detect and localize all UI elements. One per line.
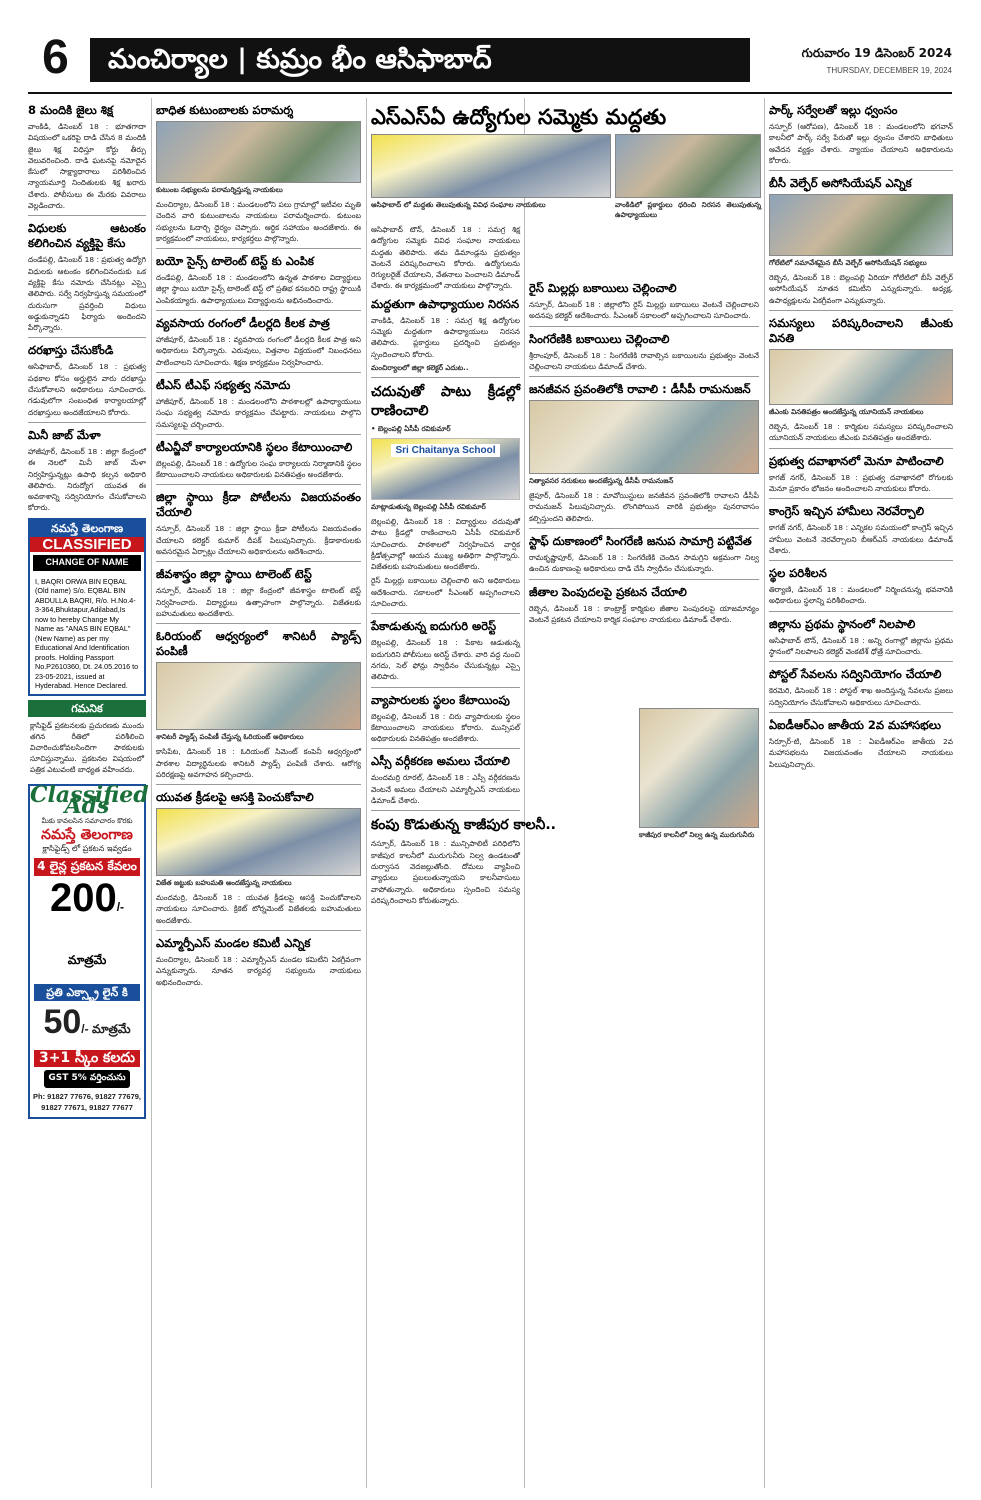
lead-headline: ఎస్ఎస్ఏ ఉద్యోగుల సమ్మెకు మద్దతు xyxy=(371,105,667,129)
date-english: THURSDAY, DECEMBER 19, 2024 xyxy=(826,66,952,75)
divider xyxy=(28,422,146,423)
spacer-under-lead xyxy=(529,98,759,276)
headline: కంపు కొడుతున్న కాజీపుర కాలనీ.. xyxy=(371,817,556,834)
price-value: 200 xyxy=(49,875,117,920)
article-body: దండేపల్లి, డిసెంబర్ 18 : మండలంలోని ఉన్నత పాఠశాల విద్యార్థులు జిల్లా స్థాయి బయో సైన్స్ టాలెంట్ టెస్ట్ లో ప్రతిభ కనబరిచి రాష్ట్ర స్థాయికి ఎంపికయ్యారు. ఉపాధ్యాయులు విద్యార్థులను అభినందించారు. xyxy=(156,273,361,305)
byline: • బెల్లంపల్లి ఏసీపీ రవికుమార్ xyxy=(371,424,451,433)
headline: చదువుతో పాటు క్రీడల్లో రాణించాలి xyxy=(371,383,520,419)
article-body: రామకృష్ణాపూర్, డిసెంబర్ 18 : సింగరేణికి చెందిన సామగ్రిని అక్రమంగా నిల్వ ఉంచిన దుకాణంపై అధికారులు దాడి చేసి స్వాధీనం చేసుకున్నారు. xyxy=(529,553,759,574)
article-body: తిర్యాణి, డిసెంబర్ 18 : మండలంలో నిర్మించనున్న భవనానికి అధికారులు స్థలాన్ని పరిశీలించారు. xyxy=(769,585,953,606)
headline: జీతాల పెంపుదలపై ప్రకటన చేయాలి xyxy=(529,584,687,599)
headline: మినీ జాబ్ మేళా xyxy=(28,427,101,442)
divider xyxy=(156,623,361,624)
divider xyxy=(529,326,759,327)
divider xyxy=(529,528,759,529)
divider xyxy=(156,248,361,249)
headline: ఎస్సీ వర్గీకరణ అమలు చేయాలి xyxy=(371,754,510,769)
ad-subheading: CHANGE OF NAME xyxy=(33,555,141,570)
photo-caption: మాట్లాడుతున్న బెల్లంపల్లి ఏసీపీ రవికుమార్ xyxy=(371,502,486,511)
headline: సమస్యలు పరిష్కరించాలని జీఎంకు వినతి xyxy=(769,316,953,346)
headline: ఎమ్మార్పీఎస్ మండల కమిటీ ఎన్నిక xyxy=(156,936,311,951)
article-body: హాజీపూర్, డిసెంబర్ 18 : జిల్లా కేంద్రంలో ఈ నెలలో మినీ జాబ్ మేళా నిర్వహిస్తున్నట్లు ఉపాధి కల్పన అధికారి తెలిపారు. నిరుద్యోగ యువత ఈ అవకాశాన్ని సద్వినియోగం చేసుకోవాలని కోరారు. xyxy=(28,446,146,513)
classified-rates-ad xyxy=(28,781,149,1119)
headline: 8 మందికి జైలు శిక్ష xyxy=(28,103,113,117)
column-1 xyxy=(28,98,149,1119)
headline: యువత క్రీడలపై ఆసక్తి పెంచుకోవాలి xyxy=(156,790,314,805)
divider xyxy=(156,930,361,931)
article-body: దండేపల్లి, డిసెంబర్ 18 : ప్రభుత్వ ఉద్యోగి విధులకు ఆటంకం కలిగించినందుకు ఒక వ్యక్తిపై కేసు నమోదు చేసినట్లు ఎస్సై తెలిపారు. సర్వే నిర్వహిస్తున్న సమయంలో దురుసుగా ప్రవర్తించి విధులు అడ్డుకున్నాడని ఫిర్యాదు అందిందని పేర్కొన్నారు. xyxy=(28,255,146,333)
ad-brand: నమస్తే తెలంగాణ xyxy=(41,826,133,843)
masthead xyxy=(28,28,952,88)
date-block xyxy=(752,46,952,75)
headline: జిల్లా స్థాయి క్రీడా పోటీలను విజయవంతం చేయాలి xyxy=(156,490,361,520)
news-photo xyxy=(371,438,520,500)
article-body: వాంకిడి, డిసెంబర్ 18 : సమగ్ర శిక్ష ఉద్యోగుల సమ్మెకు మద్దతుగా ఉపాధ్యాయులు నిరసన తెలిపారు. ప్లకార్డులు ప్రదర్శించి ప్రభుత్వం స్పందించాలని కోరారు. xyxy=(371,315,520,359)
article-body: మందమర్రి, డిసెంబర్ 18 : యువత క్రీడలపై ఆసక్తి పెంచుకోవాలని నాయకులు సూచించారు. క్రికెట్ టోర్నమెంట్ విజేతలకు బహుమతులు అందజేశారు. xyxy=(156,893,361,925)
divider xyxy=(769,448,953,449)
notice-body: క్లాసిఫైడ్ ప్రకటనలకు ప్రచురణకు ముందు తగిన రీతిలో పరిశీలించి విచారించుకోవలసిందిగా పాఠకులకు సూచిస్తున్నాము. ప్రకటనల విషయంలో పత్రిక ఎటువంటి బాధ్యత వహించదు. xyxy=(30,720,144,774)
article-body: మంచిర్యాల, డిసెంబర్ 18 : మండలంలోని పలు గ్రామాల్లో ఇటీవల మృతి చెందిన వారి కుటుంబాలను నాయకులు పరామర్శించారు. కుటుంబ సభ్యులను ఓదార్చి ధైర్యం చెప్పారు. ఆర్థిక సహాయం అందజేశారు. ఈ కార్యక్రమంలో నాయకులు, కార్యకర్తలు పాల్గొన్నారు. xyxy=(156,200,361,243)
column-divider xyxy=(524,98,525,1488)
notice-heading: గమనిక xyxy=(28,700,146,717)
headline: జీవశాస్త్రం జిల్లా స్థాయి టాలెంట్ టెస్ట్ xyxy=(156,567,312,582)
headline: పేకాడుతున్న ఐదుగురి అరెస్ట్ xyxy=(371,619,497,634)
ad-line: క్లాసిఫైడ్స్ లో ప్రకటన ఇవ్వడం xyxy=(42,844,132,854)
divider xyxy=(769,661,953,662)
contact-numbers: Ph: 91827 77676, 91827 77679, 91827 77671, 91827 77677 xyxy=(32,1091,141,1112)
headline: జనజీవన ప్రవంతిలోకి రావాలి : డీసీపీ రామనుజన్ xyxy=(529,382,751,397)
ad-line: మీకు కావలసిన సమాచారం కొరకు xyxy=(41,816,133,825)
article-body: నస్పూర్, డిసెంబర్ 18 : జిల్లాలోని రైస్ మిల్లర్లు బకాయిలు వెంటనే చెల్లించాలని అదనపు కలెక్టర్ ఆదేశించారు. సీఎంఆర్ సకాలంలో అప్పగించాలని సూచించారు. xyxy=(529,300,759,321)
column-divider xyxy=(366,98,367,1488)
divider xyxy=(28,215,146,216)
divider xyxy=(769,498,953,499)
divider xyxy=(156,484,361,485)
column-divider xyxy=(151,98,152,1488)
divider xyxy=(156,434,361,435)
spacer xyxy=(529,628,759,708)
column-5 xyxy=(769,98,953,773)
column-divider xyxy=(764,98,765,1488)
article-body: బెల్లంపల్లి, డిసెంబర్ 18 : పేకాట ఆడుతున్న ఐదుగురిని పోలీసులు అరెస్ట్ చేశారు. వారి వద్ద నుంచి నగదు, సెల్ ఫోన్లు స్వాధీనం చేసుకున్నట్లు ఎస్సై తెలిపారు. xyxy=(371,638,520,682)
article-body: శ్రీరాంపూర్, డిసెంబర్ 18 : సింగరేణికి రావాల్సిన బకాయిలను ప్రభుత్వం వెంటనే చెల్లించాలని నాయకులు డిమాండ్ చేశారు. xyxy=(529,350,759,371)
photo-caption: జీఎంకు వినతిపత్రం అందజేస్తున్న యూనియన్ నాయకులు xyxy=(769,408,924,417)
article-body: జైపూర్, డిసెంబర్ 18 : మావోయిస్టులు జనజీవన స్రవంతిలోకి రావాలని డీసీపీ రామనుజన్ పిలుపునిచ్చారు. లొంగిపోయిన వారికి ప్రభుత్వం పునరావాసం కల్పిస్తుందని తెలిపారు. xyxy=(529,491,759,523)
article-body: కాగజ్ నగర్, డిసెంబర్ 18 : ఎన్నికల సమయంలో కాంగ్రెస్ ఇచ్చిన హామీలు వెంటనే నెరవేర్చాలని బీఆర్ఎస్ నాయకులు డిమాండ్ చేశారు. xyxy=(769,523,953,555)
gst-label: GST 5% వర్తించును xyxy=(44,1070,130,1087)
divider xyxy=(371,748,520,749)
article-body: ఆసిఫాబాద్, డిసెంబర్ 18 : ప్రభుత్వ పథకాల కోసం అర్హులైన వారు దరఖాస్తు చేసుకోవాలని అధికారులు సూచించారు. గడువులోగా సంబంధిత కార్యాలయాల్లో దరఖాస్తులు అందజేయాలని కోరారు. xyxy=(28,362,146,417)
article-body: కాగజ్ నగర్, డిసెంబర్ 18 : ప్రభుత్వ దవాఖానలో రోగులకు మెనూ ప్రకారం భోజనం అందించాలని నాయకులు కోరారు. xyxy=(769,472,953,493)
headline: బయో సైన్స్ టాలెంట్ టెస్ట్ కు ఎంపిక xyxy=(156,254,314,269)
divider xyxy=(156,784,361,785)
divider xyxy=(371,613,520,614)
divider xyxy=(371,377,520,378)
price xyxy=(30,876,144,982)
article-body: కాసిపేట, డిసెంబర్ 18 : ఓరియంట్ సిమెంట్ కంపెనీ ఆధ్వర్యంలో పాఠశాల విద్యార్థినులకు శానిటరీ ప్యాడ్స్ పంపిణీ చేశారు. ఆరోగ్య పరిరక్షణపై అవగాహన కల్పించారు. xyxy=(156,747,361,779)
ad-brand: నమస్తే తెలంగాణ xyxy=(30,520,144,537)
headline: ఏఐడీఆర్ఎం జాతీయ 2వ మహాసభలు xyxy=(769,717,941,732)
headline: సింగరేణికి బకాయిలు చెల్లించాలి xyxy=(529,331,670,346)
photo-caption: శానిటరీ ప్యాడ్స్ పంపిణీ చేస్తున్న ఓరియంట్ అధికారులు xyxy=(156,733,304,742)
headline: రైస్ మిల్లర్లు బకాయిలు చెల్లించాలి xyxy=(529,281,677,295)
school-banner: Sri Chaitanya School xyxy=(391,444,499,457)
photo-caption: ఆసిఫాబాద్ లో మద్దతు తెలుపుతున్న వివిధ సంఘాల నాయకులు xyxy=(371,201,546,209)
news-photo xyxy=(769,194,953,256)
headline: పోస్టల్ సేవలను సద్వినియోగం చేయాలి xyxy=(769,667,942,682)
divider xyxy=(529,376,759,377)
photo-caption: కాజీపుర కాలనీలో నిల్వ ఉన్న మురుగునీరు xyxy=(639,831,755,840)
headline: పార్క్ సర్వేలతో ఇల్లు ధ్వంసం xyxy=(769,103,898,117)
ad-title: Classified Ads xyxy=(30,781,149,820)
classified-ad xyxy=(28,518,146,696)
headline: ఓరియంట్ ఆధ్వర్యంలో శానిటరీ ప్యాడ్స్ పంపిణీ xyxy=(156,629,361,659)
notice-box xyxy=(28,700,146,778)
headline: టీఎస్ టీఎఫ్ సభ్యత్వ నమోదు xyxy=(156,377,291,392)
article-body: బెల్లంపల్లి, డిసెంబర్ 18 : ఉద్యోగుల సంఘ కార్యాలయ నిర్మాణానికి స్థలం కేటాయించాలని నాయకులు అధికారులకు వినతిపత్రం అందజేశారు. xyxy=(156,458,361,480)
divider xyxy=(156,561,361,562)
divider xyxy=(769,310,953,311)
article-body: మందమర్రి రూరల్, డిసెంబర్ 18 : ఎస్సీ వర్గీకరణను వెంటనే అమలు చేయాలని ఎమ్మార్పీఎస్ నాయకులు డిమాండ్ చేశారు. xyxy=(371,773,520,806)
article-body: బెల్లంపల్లి, డిసెంబర్ 18 : చిరు వ్యాపారులకు స్థలం కేటాయించాలని నాయకులు కోరారు. మున్సిపల్ అధికారులకు వినతిపత్రం అందజేశారు. xyxy=(371,711,520,744)
price xyxy=(30,1003,144,1048)
divider xyxy=(371,810,520,811)
headline: టీఎన్జీవో కార్యాలయానికి స్థలం కేటాయించాలి xyxy=(156,439,353,454)
headline: స్థల పరిశీలన xyxy=(769,566,827,581)
column-4 xyxy=(529,98,759,844)
article-body: రెబ్బెన, డిసెంబర్ 18 : కార్మికుల సమస్యలు పరిష్కరించాలని యూనియన్ నాయకులు జీఎంకు వినతిపత్రం అందజేశారు. xyxy=(769,422,953,443)
divider xyxy=(28,337,146,338)
divider xyxy=(769,611,953,612)
photo-caption: నిత్యావసర సరుకులు అందజేస్తున్న డీసీపీ రామనుజన్ xyxy=(529,477,674,486)
article-body: నస్పూర్ (ఆరోపణ), డిసెంబర్ 18 : మండలంలోని భగవాన్ కాలనీలో పార్క్ సర్వే పేరుతో ఇల్లు ధ్వంసం చేశారని బాధితులు ఆవేదన వ్యక్తం చేశారు. న్యాయం చేయాలని అధికారులను కోరారు. xyxy=(769,122,953,165)
headline: బాధిత కుటుంబాలకు పరామర్శ xyxy=(156,103,294,117)
news-photo xyxy=(769,349,953,405)
news-photo xyxy=(156,808,361,876)
section-title: మంచిర్యాల | కుమ్రం భీం ఆసిఫాబాద్ xyxy=(90,38,750,82)
page-number: 6 xyxy=(42,31,69,84)
headline: స్టాఫ్ దుకాణంలో సింగరేణి జనుప సామాగ్రి పట్టివేత xyxy=(529,534,752,549)
photo-caption: విజేత జట్టుకు బహుమతి అందజేస్తున్న నాయకులు xyxy=(156,879,292,888)
article-body: హాజీపూర్, డిసెంబర్ 18 : మండలంలోని పాఠశాలల్లో ఉపాధ్యాయులు సంఘ సభ్యత్వ నమోదు కార్యక్రమం చేపట్టారు. నాయకులు పాల్గొని సమస్యలపై చర్చించారు. xyxy=(156,396,361,429)
news-photo xyxy=(156,121,361,183)
divider xyxy=(769,560,953,561)
ad-body: I, BAQRI ORWA BIN EQBAL (Old name) S/o. EQBAL BIN ABDULLA BAQRI, R/o. H.No.4-3-364,Bhuktapur,Adilabad,Is now to hereby Change My Name as "ANAS BIN EQBAL" (New Name) as per my Educational And Identification proofs. Holding Passport No.P2610360, Dt. 24.05.2016 to 23-05-2021, issued at Hyderabad. Hence Declared. xyxy=(35,576,139,691)
price-suffix: /- మాత్రమే xyxy=(81,1021,131,1036)
article-body: రైస్ మిల్లర్లు బకాయిలు చెల్లించాలి అని అధికారులు ఆదేశించారు. సకాలంలో సీఎంఆర్ అప్పగించాలని సూచించారు. xyxy=(371,576,520,609)
article-body: నస్పూర్, డిసెంబర్ 18 : జిల్లా కేంద్రంలో జీవశాస్త్రం టాలెంట్ టెస్ట్ నిర్వహించారు. విద్యార్థులు ఉత్సాహంగా పాల్గొన్నారు. విజేతలకు బహుమతులు అందజేశారు. xyxy=(156,586,361,618)
headline: విధులకు ఆటంకం కలిగించిన వ్యక్తిపై కేసు xyxy=(28,221,146,251)
headline: జిల్లాను ప్రథమ స్థానంలో నిలపాలి xyxy=(769,616,916,631)
divider xyxy=(156,372,361,373)
headline: వ్యవసాయ రంగంలో డీలర్లది కీలక పాత్ర xyxy=(156,316,330,331)
photo-caption: మంచిర్యాలలో జిల్లా కలెక్టర్ ఎదుట.. xyxy=(371,363,469,372)
photo-caption: గోలేటిలో సమావేశమైన బీసీ వెల్ఫేర్ అసోసియేషన్ సభ్యులు xyxy=(769,259,927,268)
article-body: ఆసిఫాబాద్ టౌన్, డిసెంబర్ 18 : అన్ని రంగాల్లో జిల్లాను ప్రథమ స్థానంలో నిలపాలని కలెక్టర్ వెంకటేశ్ ధోత్రే సూచించారు. xyxy=(769,635,953,657)
headline: మద్దతుగా ఉపాధ్యాయుల నిరసన xyxy=(371,296,520,311)
price-value: 50 xyxy=(43,1002,82,1041)
headline: దరఖాస్తు చేసుకోండి xyxy=(28,343,114,358)
article-body: ఆసిఫాబాద్ టౌన్, డిసెంబర్ 18 : సమగ్ర శిక్ష ఉద్యోగుల సమ్మెకు వివిధ సంఘాల నాయకులు మద్దతు తెలిపారు. తమ డిమాండ్లను ప్రభుత్వం వెంటనే పరిష్కరించాలని కోరారు. ఉద్యోగులను రెగ్యులరైజ్ చేయాలని, వేతనాలు పెంచాలని డిమాండ్ చేశారు. ఈ కార్యక్రమంలో నాయకులు పాల్గొన్నారు. xyxy=(371,225,520,291)
divider xyxy=(769,170,953,171)
article-body: బెల్లంపల్లి, డిసెంబర్ 18 : విద్యార్థులు చదువుతో పాటు క్రీడల్లో రాణించాలని ఏసీపీ రవికుమార్ సూచించారు. పాఠశాలలో నిర్వహించిన వార్షిక క్రీడోత్సవాల్లో ఆయన ముఖ్య అతిథిగా పాల్గొన్నారు. విజేతలకు బహుమతులు అందజేశారు. xyxy=(371,516,520,572)
article-body: మంచిర్యాల, డిసెంబర్ 18 : ఎమ్మార్పీఎస్ మండల కమిటీని ఏకగ్రీవంగా ఎన్నుకున్నారు. నూతన కార్యవర్గ సభ్యులను నాయకులు అభినందించారు. xyxy=(156,955,361,987)
article-body: హాజీపూర్, డిసెంబర్ 18 : వ్యవసాయ రంగంలో డీలర్లది కీలక పాత్ర అని అధికారులు పేర్కొన్నారు. ఎరువులు, విత్తనాల విక్రయంలో నిబంధనలు పాటించాలని సూచించారు. శిక్షణ కార్యక్రమం నిర్వహించారు. xyxy=(156,335,361,367)
price-suffix: /- మాత్రమే xyxy=(67,899,125,967)
article-body: వాంకిడి, డిసెంబర్ 18 : భూతగాదా విషయంలో ఒకరిపై దాడి చేసిన 8 మందికి జైలు శిక్ష విధిస్తూ కోర్టు తీర్పు వెలువరించింది. దాడి ఘటనపై నమోదైన కేసులో సాక్ష్యాధారాలు పరిశీలించిన న్యాయమూర్తి నిందితులకు శిక్ష ఖరారు చేశారు. పోలీసులు ఈ మేరకు వివరాలు వెల్లడించారు. xyxy=(28,122,146,211)
date-telugu: గురువారం 19 డిసెంబర్ 2024 xyxy=(801,46,952,60)
scheme-label: 3+1 స్కీం కలదు xyxy=(34,1050,140,1067)
article-body: రెబ్బెన, డిసెంబర్ 18 : కాంట్రాక్ట్ కార్మికుల జీతాల పెంపుదలపై యాజమాన్యం వెంటనే ప్రకటన చేయాలని కార్మిక సంఘాల నాయకులు డిమాండ్ చేశారు. xyxy=(529,603,759,624)
column-2 xyxy=(156,98,361,991)
headline: ప్రభుత్వ దవాఖానలో మెనూ పాటించాలి xyxy=(769,453,944,468)
headline: వ్యాపారులకు స్థలం కేటాయింపు xyxy=(371,692,510,707)
article-body: నస్పూర్, డిసెంబర్ 18 : జిల్లా స్థాయి క్రీడా పోటీలను విజయవంతం చేయాలని కలెక్టర్ కుమార్ దీపక్ పిలుపునిచ్చారు. క్రీడాకారులకు అవసరమైన ఏర్పాట్లు చేయాలని అధికారులను ఆదేశించారు. xyxy=(156,524,361,557)
offer-label: ప్రతి ఎక్స్ట్రా లైన్ కి xyxy=(34,984,140,1001)
headline: బీసీ వెల్ఫేర్ అసోసియేషన్ ఎన్నిక xyxy=(769,176,912,191)
offer-label: 4 లైన్ల ప్రకటన కేవలం xyxy=(34,858,140,875)
news-photo xyxy=(156,662,361,730)
divider xyxy=(156,310,361,311)
article-body: కెరమెరి, డిసెంబర్ 18 : పోస్టల్ శాఖ అందిస్తున్న సేవలను ప్రజలు సద్వినియోగం చేసుకోవాలని అధికారులు సూచించారు. xyxy=(769,686,953,707)
divider xyxy=(529,579,759,580)
article-body: నస్పూర్, డిసెంబర్ 18 : మున్సిపాలిటీ పరిధిలోని కాజీపుర కాలనీలో మురుగునీరు నిల్వ ఉండటంతో దుర్వాసన వెదజల్లుతోంది. దోమలు వ్యాపించి వ్యాధులు ప్రబలుతున్నాయని కాలనీవాసులు వాపోతున్నారు. అధికారులు స్పందించి సమస్య పరిష్కరించాలని కోరుతున్నారు. xyxy=(371,839,520,905)
article-body: రెబ్బెన, డిసెంబర్ 18 : బెల్లంపల్లి ఏరియా గోలేటిలో బీసీ వెల్ఫేర్ అసోసియేషన్ నూతన కమిటీని ఎన్నుకున్నారు. అధ్యక్ష, ఉపాధ్యక్షులను ఏకగ్రీవంగా ఎన్నుకున్నారు. xyxy=(769,273,953,305)
headline: కాంగ్రెస్ ఇచ్చిన హామీలు నెరవేర్చాలి xyxy=(769,504,925,519)
divider xyxy=(769,712,953,713)
divider xyxy=(371,687,520,688)
photo-caption: వాంకిడిలో ప్లకార్డులు ధరించి నిరసన తెలుపుతున్న ఉపాధ్యాయులు xyxy=(615,201,761,219)
article-body: సిర్పూర్-టి, డిసెంబర్ 18 : ఏఐడీఆర్ఎం జాతీయ 2వ మహాసభలను విజయవంతం చేయాలని నాయకులు పిలుపునిచ్చారు. xyxy=(769,736,953,769)
ad-heading: CLASSIFIED xyxy=(30,537,144,552)
photo-caption: కుటుంబ సభ్యులను పరామర్శిస్తున్న నాయకులు xyxy=(156,186,283,194)
news-photo xyxy=(639,708,759,828)
news-photo xyxy=(529,400,759,474)
masthead-rule xyxy=(28,92,952,94)
